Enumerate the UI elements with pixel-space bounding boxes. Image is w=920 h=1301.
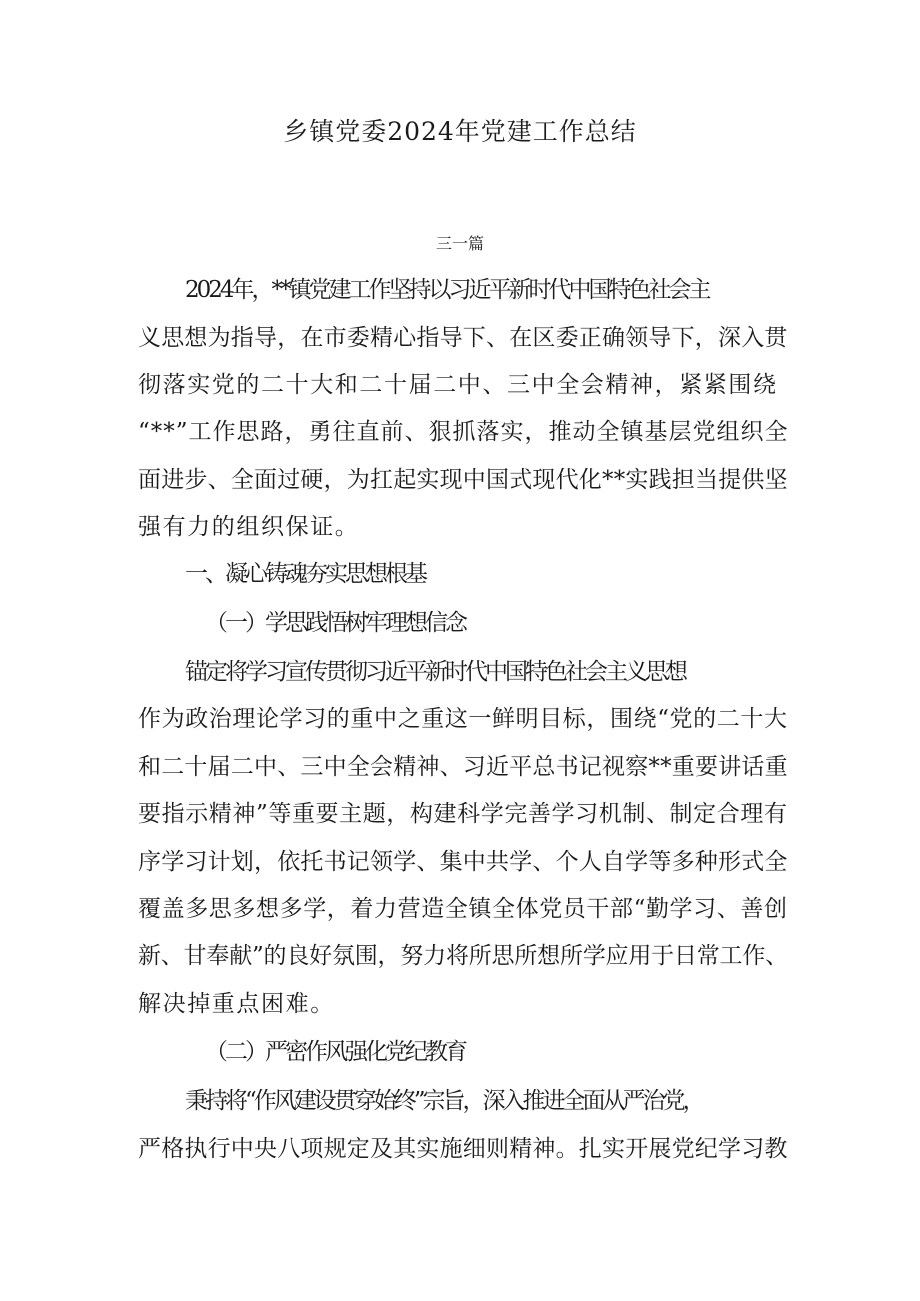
document-title: 乡镇党委2024年党建工作总结 <box>283 117 637 146</box>
body-line: 彻落实党的二十大和二十届二中、三中全会精神，紧紧围绕 <box>138 372 778 398</box>
body-line: 锚定将学习宣传贯彻习近平新时代中国特色社会主义思想 <box>185 659 685 685</box>
body-line: 解决掉重点困难。 <box>138 991 335 1017</box>
subsection-heading: （一）学思践悟树牢理想信念 <box>205 610 465 636</box>
body-line: 作为政治理论学习的重中之重这一鲜明目标，围绕“党的二十大 <box>138 706 788 732</box>
body-line: 严格执行中央八项规定及其实施细则精神。扎实开展党纪学习教 <box>138 1136 788 1162</box>
body-line: 要指示精神”等重要主题，构建科学完善学习机制、制定合理有 <box>138 801 788 827</box>
body-line: 和二十届二中、三中全会精神、习近平总书记视察**重要讲话重 <box>138 754 788 780</box>
section-heading: 一、凝心铸魂夯实思想根基 <box>185 561 425 587</box>
body-line: 义思想为指导，在市委精心指导下、在区委正确领导下，深入贯 <box>138 325 788 351</box>
body-line: 新、甘奉献”的良好氛围，努力将所思所想所学应用于日常工作、 <box>138 943 788 969</box>
body-line: “**”工作思路，勇往直前、狠抓落实，推动全镇基层党组织全 <box>138 419 789 445</box>
body-line: 面进步、全面过硬，为扛起实现中国式现代化**实践担当提供坚 <box>138 467 788 493</box>
body-line: 序学习计划，依托书记领学、集中共学、个人自学等多种形式全 <box>138 849 788 875</box>
document-subtitle: 三一篇 <box>435 234 484 253</box>
body-line: 覆盖多思多想多学，着力营造全镇全体党员干部“勤学习、善创 <box>138 896 788 922</box>
subsection-heading: （二）严密作风强化党纪教育 <box>205 1039 465 1065</box>
body-line: 强有力的组织保证。 <box>138 514 360 540</box>
body-line: 2024年，**镇党建工作坚持以习近平新时代中国特色社会主 <box>185 277 709 303</box>
body-line: 秉持将“作风建设贯穿始终”宗旨，深入推进全面从严治党， <box>185 1088 703 1114</box>
